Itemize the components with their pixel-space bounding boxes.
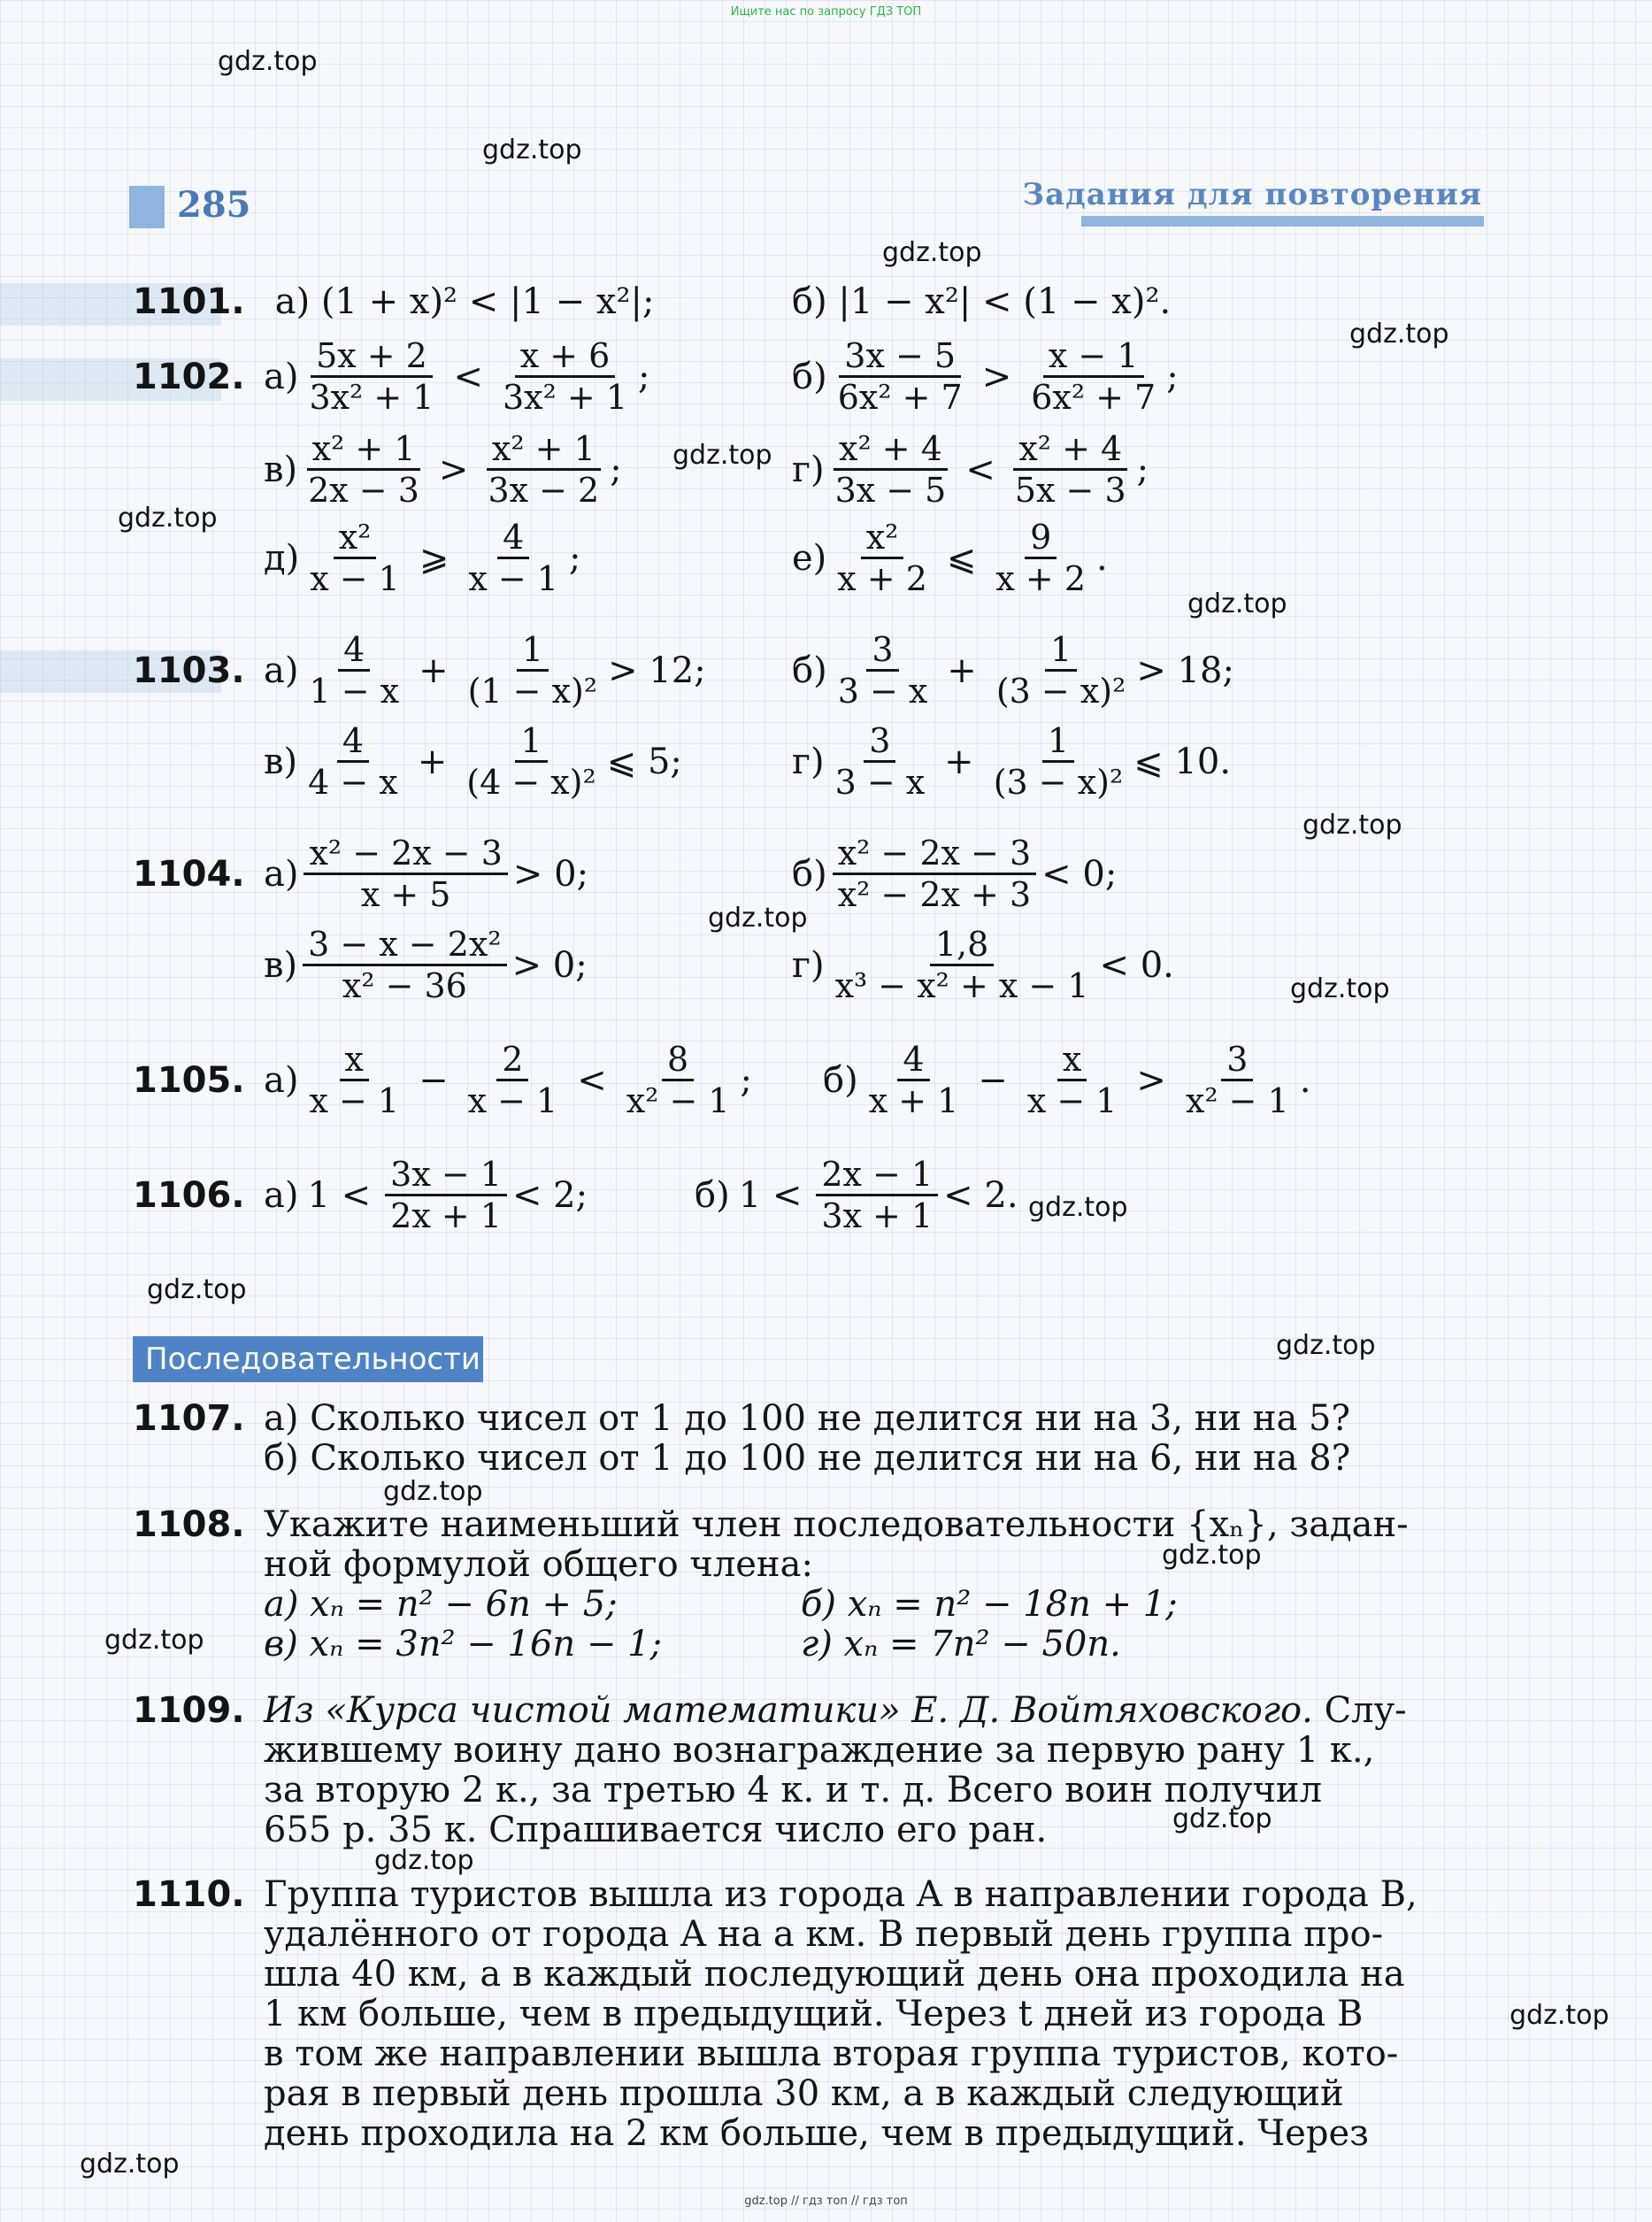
denominator: (3 − x)² — [993, 763, 1124, 802]
denominator: 4 − x — [308, 763, 398, 802]
fraction — [1022, 1040, 1123, 1120]
denominator: 3 − x — [834, 763, 926, 802]
numerator: x² + 4 — [834, 429, 948, 471]
fraction — [991, 630, 1132, 711]
fraction — [830, 925, 1095, 1005]
problem-1108-part-d: г) xₙ = 7n² − 50n. — [801, 1624, 1121, 1665]
denominator: 2x + 1 — [390, 1196, 502, 1235]
operator: − — [978, 1059, 1008, 1101]
denominator: 6x² + 7 — [1031, 378, 1156, 417]
watermark: gdz.top — [1276, 1330, 1376, 1361]
denominator: x² − 1 — [1185, 1081, 1289, 1120]
problem-1110-line-7: день проходила на 2 км больше, чем в предыдущий. Через — [264, 2113, 1369, 2154]
problem-1101 — [133, 281, 1172, 322]
fraction — [482, 429, 604, 510]
part-label: а) — [264, 1174, 299, 1216]
part-label: б) — [792, 356, 827, 397]
denominator: 5x − 3 — [1014, 471, 1126, 510]
punctuation: ; — [1136, 449, 1149, 490]
inequality-rest: < 0. — [1099, 944, 1174, 986]
problem-1107-part-b: б) Сколько чисел от 1 до 100 не делится ни на 6, ни на 8? — [264, 1438, 1351, 1479]
numerator: 2x − 1 — [816, 1155, 938, 1196]
numerator: 3 — [1221, 1040, 1253, 1081]
inequality-prefix: 1 < — [738, 1174, 803, 1216]
watermark: gdz.top — [118, 503, 218, 534]
denominator: (4 − x)² — [466, 763, 596, 802]
problem-1103-part-c — [264, 721, 682, 802]
inequality-rest: > 18; — [1136, 650, 1234, 691]
problem-1101-part-b: б) |1 − x²| < (1 − x)². — [792, 281, 1172, 322]
operator: < — [453, 356, 483, 397]
watermark: gdz.top — [1028, 1192, 1128, 1223]
operator: > — [981, 356, 1012, 397]
inequality-rest: > 0; — [511, 944, 588, 986]
numerator: 4 — [897, 1040, 929, 1081]
part-label: а) — [264, 1059, 299, 1101]
watermark: gdz.top — [147, 1274, 247, 1305]
fraction — [833, 630, 934, 711]
denominator: x³ − x² + x − 1 — [834, 966, 1089, 1005]
fraction — [864, 1040, 964, 1120]
watermark: gdz.top — [383, 1476, 483, 1507]
operator: − — [419, 1059, 449, 1101]
part-label: в) — [264, 449, 298, 490]
denominator: 1 − x — [309, 672, 400, 711]
watermark: gdz.top — [374, 1845, 474, 1876]
problem-1102-part-c — [264, 429, 622, 510]
operator: ⩽ — [946, 537, 977, 579]
problem-1104-part-d — [792, 925, 1174, 1005]
numerator: 1 — [1045, 630, 1077, 672]
fraction — [304, 336, 439, 417]
fraction — [830, 429, 952, 510]
operator: < — [577, 1059, 607, 1101]
problem-1105-part-b — [823, 1040, 1311, 1120]
numerator: 1 — [515, 721, 547, 763]
watermark: gdz.top — [1162, 1540, 1262, 1571]
denominator: x² − 36 — [342, 966, 467, 1005]
problem-1103-row-1 — [133, 630, 706, 711]
part-label: б) — [695, 1174, 730, 1216]
fraction — [1026, 336, 1161, 417]
numerator: 3 — [866, 630, 898, 672]
denominator: x² − 1 — [626, 1081, 730, 1120]
denominator: 3x + 1 — [821, 1196, 934, 1235]
operator: ⩾ — [419, 537, 449, 579]
numerator: 8 — [662, 1040, 694, 1081]
fraction — [497, 336, 633, 417]
problem-1110-line-4: 1 км больше, чем в предыдущий. Через t дней из города B — [264, 1994, 1364, 2034]
problem-number: 1104. — [133, 853, 245, 895]
problem-number: 1101. — [133, 281, 245, 322]
denominator: x + 5 — [360, 875, 451, 914]
fraction — [832, 518, 933, 598]
problem-1109 — [133, 1690, 1407, 1731]
watermark: gdz.top — [1510, 2000, 1610, 2031]
problem-1102-part-b — [792, 336, 1179, 417]
problem-number: 1110. — [133, 1874, 245, 1915]
denominator: 3x² + 1 — [502, 378, 627, 417]
numerator: 1 — [517, 630, 549, 672]
numerator: x² − 2x − 3 — [304, 834, 507, 875]
problem-number: 1106. — [133, 1174, 245, 1216]
numerator: 1 — [1042, 721, 1074, 763]
denominator: x² − 2x + 3 — [837, 875, 1032, 914]
denominator: 3x − 5 — [834, 471, 947, 510]
numerator: 3 − x − 2x² — [303, 925, 506, 966]
section-badge: Последовательности — [133, 1336, 483, 1382]
numerator: x — [340, 1040, 369, 1081]
problem-1109-source: Из «Курса чистой математики» Е. Д. Войтяховского. — [264, 1690, 1313, 1731]
operator: > — [438, 449, 469, 490]
problem-1110-line-5: в том же направлении вышла вторая группа туристов, кото- — [264, 2034, 1399, 2074]
operator: + — [417, 741, 448, 782]
fraction — [304, 518, 405, 598]
fraction — [621, 1040, 735, 1120]
numerator: 2 — [496, 1040, 528, 1081]
problem-1110-line-3: шла 40 км, а в каждый последующий день она проходила на — [264, 1954, 1405, 1995]
part-label: б) — [792, 650, 827, 691]
problem-number: 1108. — [133, 1504, 245, 1545]
denominator: x − 1 — [309, 1081, 400, 1120]
punctuation: . — [1096, 537, 1108, 579]
problem-1103-part-b — [792, 630, 1234, 711]
problem-1110-line-6: рая в первый день прошла 30 км, а в каждый следующий — [264, 2073, 1344, 2114]
punctuation: ; — [740, 1059, 753, 1101]
numerator: x² — [334, 518, 377, 559]
numerator: x − 1 — [1043, 336, 1144, 378]
problem-1108-part-b: б) xₙ = n² − 18n + 1; — [801, 1584, 1178, 1625]
inequality-rest: ⩽ 10. — [1133, 741, 1232, 782]
fraction — [303, 721, 403, 802]
fraction — [833, 834, 1036, 914]
numerator: x² + 1 — [307, 429, 421, 471]
bottom-promo-note: gdz.top // гдз топ // гдз топ — [744, 2195, 908, 2208]
problem-1108-part-c: в) xₙ = 3n² − 16n − 1; — [264, 1624, 663, 1665]
fraction — [304, 630, 404, 711]
part-label: б) — [823, 1059, 858, 1101]
operator: < — [965, 449, 995, 490]
numerator: 4 — [497, 518, 529, 559]
fraction — [303, 429, 425, 510]
header-rule — [1081, 216, 1484, 227]
numerator: 4 — [338, 630, 370, 672]
denominator: 3x² + 1 — [309, 378, 434, 417]
punctuation: . — [1299, 1059, 1311, 1101]
watermark: gdz.top — [104, 1625, 204, 1656]
problem-1102-row-1 — [133, 336, 649, 417]
part-label: д) — [264, 537, 300, 579]
watermark: gdz.top — [482, 135, 582, 165]
problem-1109-line-1-rest: Слу- — [1324, 1690, 1407, 1731]
punctuation: ; — [638, 356, 650, 397]
problem-1109-line-2: жившему воину дано вознаграждение за первую рану 1 к., — [264, 1730, 1375, 1771]
problem-1108-line-2: ной формулой общего члена: — [264, 1544, 813, 1585]
operator: + — [947, 650, 977, 691]
watermark: gdz.top — [1187, 588, 1287, 619]
problem-1106-part-b — [695, 1155, 1018, 1235]
part-label: а) — [264, 853, 299, 895]
fraction — [833, 336, 968, 417]
punctuation: ; — [1166, 356, 1179, 397]
problem-1108-line-1: Укажите наименьший член последовательности {xₙ}, задан- — [264, 1504, 1409, 1545]
watermark: gdz.top — [1290, 973, 1390, 1004]
operator: > — [1136, 1059, 1166, 1101]
numerator: x² + 1 — [487, 429, 601, 471]
denominator: 3x − 2 — [488, 471, 600, 510]
inequality-prefix: 1 < — [307, 1174, 372, 1216]
problem-1106-row-1 — [133, 1155, 588, 1235]
denominator: 2x − 3 — [308, 471, 419, 510]
fraction — [304, 834, 507, 914]
numerator: 4 — [337, 721, 369, 763]
inequality-rest: > 12; — [608, 650, 706, 691]
top-promo-note: Ищите нас по запросу ГДЗ ТОП — [730, 5, 922, 19]
punctuation: ; — [568, 537, 581, 579]
numerator: x — [1057, 1040, 1087, 1081]
problem-1105-row-1 — [133, 1040, 752, 1120]
inequality-rest: ⩽ 5; — [606, 741, 682, 782]
watermark: gdz.top — [672, 440, 772, 471]
watermark: gdz.top — [80, 2149, 180, 2180]
header-accent-block — [129, 186, 165, 228]
fraction — [816, 1155, 938, 1235]
denominator: (3 − x)² — [995, 672, 1126, 711]
numerator: x² — [861, 518, 904, 559]
problem-1110 — [133, 1874, 1418, 1915]
problem-1107 — [133, 1398, 1350, 1439]
watermark: gdz.top — [1349, 319, 1449, 350]
problem-1104-part-c — [264, 925, 588, 1005]
problem-1107-part-a: а) Сколько чисел от 1 до 100 не делится ни на 3, ни на 5? — [264, 1398, 1350, 1439]
problem-number: 1105. — [133, 1059, 245, 1101]
problem-1110-line-1: Группа туристов вышла из города A в направлении города B, — [264, 1874, 1418, 1915]
numerator: 1,8 — [930, 925, 994, 966]
operator: + — [419, 650, 449, 691]
problem-1110-line-2: удалённого от города A на a км. В первый день группа про- — [264, 1914, 1384, 1955]
part-label: в) — [264, 741, 298, 782]
part-label: г) — [792, 944, 825, 986]
watermark: gdz.top — [218, 46, 318, 77]
part-label: а) — [264, 356, 299, 397]
problem-1109-line-3: за вторую 2 к., за третью 4 к. и т. д. Всего воин получил — [264, 1770, 1322, 1811]
fraction — [304, 1040, 404, 1120]
watermark: gdz.top — [882, 237, 982, 268]
denominator: x + 2 — [995, 559, 1087, 598]
denominator: (1 − x)² — [467, 672, 598, 711]
part-label: а) — [264, 650, 299, 691]
numerator: x² + 4 — [1013, 429, 1127, 471]
watermark: gdz.top — [1302, 810, 1402, 841]
page-number: 285 — [177, 184, 251, 226]
problem-1108-part-a: а) xₙ = n² − 6n + 5; — [264, 1584, 618, 1625]
denominator: x + 1 — [868, 1081, 959, 1120]
problem-1103-part-d — [792, 721, 1231, 802]
numerator: 3x − 1 — [385, 1155, 507, 1196]
fraction — [830, 721, 931, 802]
problem-1102-part-f — [792, 518, 1108, 598]
problem-number: 1107. — [133, 1398, 245, 1439]
part-label: б) — [792, 853, 827, 895]
fraction — [990, 518, 1091, 598]
punctuation: ; — [610, 449, 622, 490]
problem-1104-row-1 — [133, 834, 588, 914]
watermark: gdz.top — [708, 903, 808, 934]
denominator: x + 2 — [837, 559, 927, 598]
watermark: gdz.top — [1172, 1803, 1272, 1834]
denominator: 3 − x — [837, 672, 928, 711]
operator: + — [944, 741, 974, 782]
numerator: 3x − 5 — [839, 336, 961, 378]
denominator: x − 1 — [310, 559, 400, 598]
fraction — [1010, 429, 1132, 510]
inequality-rest: < 2; — [511, 1174, 588, 1216]
fraction — [463, 630, 603, 711]
problem-1109-line-4: 655 р. 35 к. Спрашивается число его ран. — [264, 1810, 1048, 1850]
numerator: 3 — [864, 721, 895, 763]
numerator: 9 — [1025, 518, 1057, 559]
numerator: x + 6 — [515, 336, 616, 378]
running-header-title: Задания для повторения — [1022, 177, 1482, 212]
fraction — [988, 721, 1129, 802]
denominator: x − 1 — [1026, 1081, 1118, 1120]
fraction — [461, 721, 602, 802]
denominator: 6x² + 7 — [837, 378, 963, 417]
numerator: 5x + 2 — [311, 336, 433, 378]
inequality-rest: < 0; — [1041, 853, 1118, 895]
inequality-rest: > 0; — [512, 853, 589, 895]
part-label: е) — [792, 537, 827, 579]
problem-number: 1102. — [133, 356, 245, 397]
problem-1104-part-b — [792, 834, 1117, 914]
fraction — [463, 1040, 564, 1120]
denominator: x − 1 — [468, 559, 558, 598]
fraction — [385, 1155, 507, 1235]
problem-1101-part-a: а) (1 + x)² < |1 − x²|; — [274, 281, 655, 322]
part-label: в) — [264, 944, 298, 986]
fraction — [463, 518, 564, 598]
fraction — [1180, 1040, 1295, 1120]
numerator: x² − 2x − 3 — [833, 834, 1036, 875]
problem-1102-part-e — [264, 518, 580, 598]
fraction — [303, 925, 506, 1005]
denominator: x − 1 — [467, 1081, 558, 1120]
part-label: г) — [792, 741, 825, 782]
part-label: г) — [792, 449, 825, 490]
problem-1102-part-d — [792, 429, 1149, 510]
problem-number: 1109. — [133, 1690, 245, 1731]
inequality-rest: < 2. — [943, 1174, 1018, 1216]
problem-number: 1103. — [133, 650, 245, 691]
